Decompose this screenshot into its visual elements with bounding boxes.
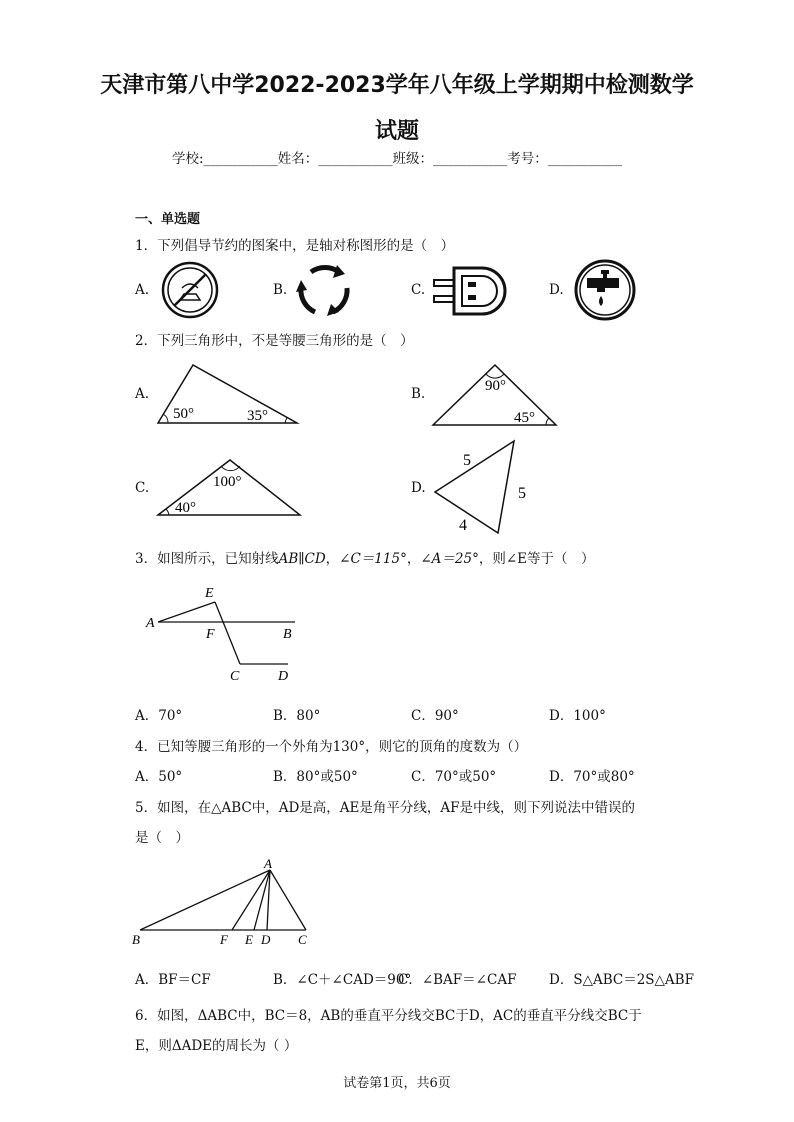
q1-icon-b-recycle-icon [293, 260, 355, 322]
q2d-side3-label: 4 [459, 517, 467, 534]
q5-option-b: B．∠C＋∠CAD＝90° [273, 972, 412, 988]
page-title-line1: 天津市第八中学2022-2023学年八年级上学期期中检测数学 [100, 73, 694, 98]
q2-option-b-label: B. [411, 386, 426, 402]
q3-stem-prefix: 3．如图所示，已知射线 [135, 551, 279, 567]
q2b-angle1-label: 90° [485, 378, 506, 394]
q3-angle-c-expr: ∠C＝115° [339, 551, 407, 567]
q5-point-d: D [261, 932, 271, 947]
q4-option-c: C．70°或50° [411, 769, 497, 785]
q5-option-a: A．BF＝CF [135, 972, 211, 988]
q4-option-b: B．80°或50° [273, 769, 358, 785]
page-footer: 试卷第1页，共6页 [343, 1076, 451, 1091]
q3-point-d: D [278, 669, 289, 684]
q5-option-d: D．S△ABC＝2S△ABF [549, 972, 694, 988]
q1-icon-d-faucet-icon [573, 258, 637, 322]
q1-icon-a-no-waste-icon [160, 260, 220, 320]
q3-point-f: F [206, 627, 215, 642]
q5-point-f: F [220, 932, 228, 947]
q3-point-b: B [283, 627, 292, 642]
q5-option-c: C．∠BAF＝∠CAF [398, 972, 517, 988]
q2-triangle-d [430, 438, 540, 538]
q4-option-a: A．50° [135, 769, 183, 785]
q2-option-a-label: A. [135, 386, 150, 402]
q5-point-c: C [298, 932, 307, 947]
q2d-side2-label: 5 [518, 485, 526, 502]
question-2-stem: 2．下列三角形中，不是等腰三角形的是（ ） [135, 333, 414, 349]
q3-point-a: A [146, 616, 155, 631]
q3-point-e: E [205, 586, 214, 601]
question-3-stem: 3．如图所示，已知射线AB∥CD，∠C＝115°，∠A＝25°，则∠E等于（ ） [135, 551, 595, 567]
question-1-stem: 1．下列倡导节约的图案中，是轴对称图形的是（ ） [135, 238, 455, 254]
q1-option-a-label: A. [135, 282, 150, 298]
q2c-angle2-label: 40° [175, 500, 196, 516]
q2a-angle1-label: 50° [173, 406, 194, 422]
q3-angle-a-expr: ∠A＝25° [420, 551, 479, 567]
q2-triangle-a [155, 358, 305, 428]
q5-figure [128, 858, 328, 948]
q2-option-d-label: D. [411, 480, 426, 496]
q3-option-b: B．80° [273, 708, 321, 724]
question-4-stem: 4．已知等腰三角形的一个外角为130°，则它的顶角的度数为（） [135, 739, 528, 755]
section-heading: 一、单选题 [135, 212, 201, 227]
q5-point-e: E [245, 932, 253, 947]
q1-icon-c-plug-icon [432, 262, 516, 320]
q1-option-b-label: B. [273, 282, 288, 298]
q2-triangle-c [155, 455, 305, 520]
question-5-stem-line2: 是（ ） [135, 830, 189, 846]
q5-point-b: B [132, 932, 140, 947]
q4-option-d: D．70°或80° [549, 769, 635, 785]
q2b-angle2-label: 45° [514, 410, 535, 426]
q3-point-c: C [230, 669, 240, 684]
q2c-angle1-label: 100° [213, 474, 242, 490]
q1-option-d-label: D. [549, 282, 564, 298]
student-info-fields: 学校:___________姓名：___________班级：___________考号：___________ [171, 151, 623, 167]
question-5-stem-line1: 5．如图，在△ABC中，AD是高，AE是角平分线，AF是中线，则下列说法中错误的 [135, 800, 636, 816]
q2-option-c-label: C. [135, 480, 150, 496]
q5-point-a: A [264, 856, 272, 871]
q3-option-d: D．100° [549, 708, 606, 724]
q3-option-a: A．70° [135, 708, 183, 724]
q2d-side1-label: 5 [463, 452, 471, 469]
q3-option-c: C．90° [411, 708, 459, 724]
page-title-line2: 试题 [374, 119, 419, 144]
question-6-stem-line1: 6．如图，ΔABC中，BC＝8，AB的垂直平分线交BC于D，AC的垂直平分线交BC于 [135, 1008, 642, 1024]
q3-stem-suffix: ，则∠E等于（ ） [478, 551, 595, 567]
q2a-angle2-label: 35° [247, 408, 268, 424]
q3-figure [140, 582, 310, 682]
question-6-stem-line2: E，则ΔADE的周长为（ ） [135, 1038, 298, 1054]
q3-parallel-expr: AB∥CD [278, 551, 326, 567]
q1-option-c-label: C. [411, 282, 426, 298]
q2-triangle-b [430, 360, 560, 430]
